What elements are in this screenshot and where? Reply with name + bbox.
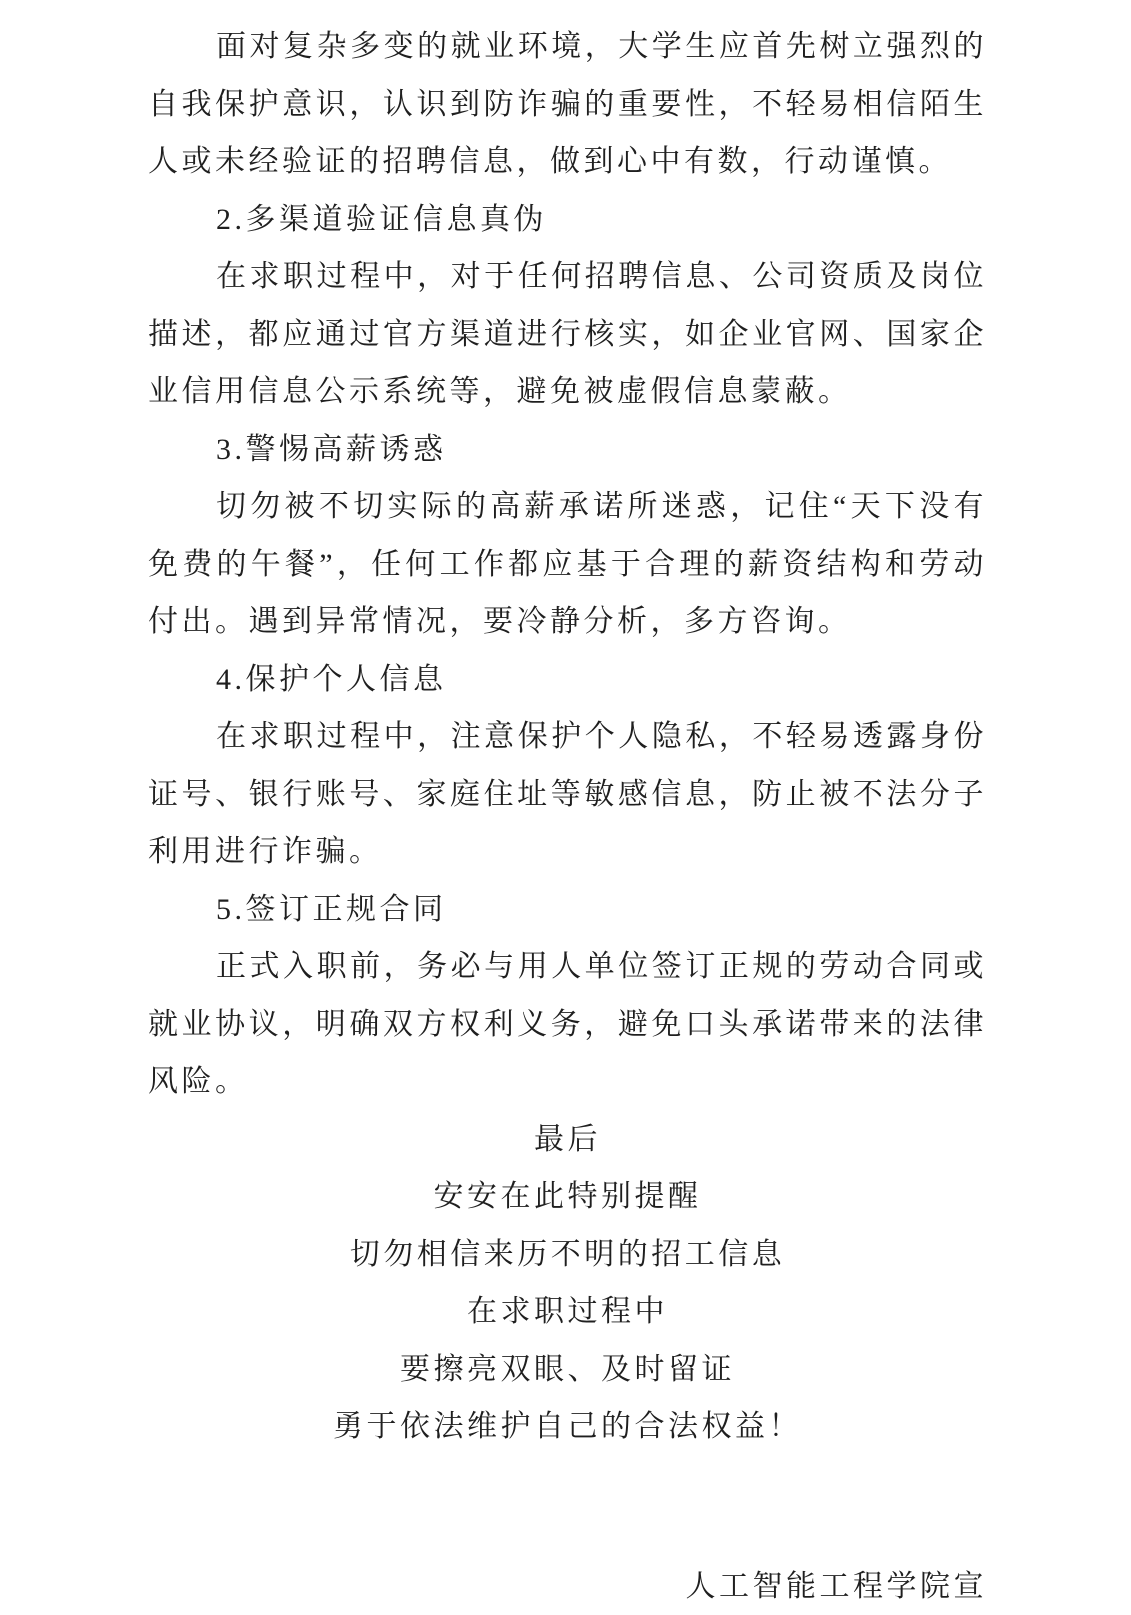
section-5-heading: 5.签订正规合同 [148,881,987,939]
closing-line-context: 在求职过程中 [148,1283,987,1341]
section-4-heading: 4.保护个人信息 [148,651,987,709]
closing-line-final: 最后 [148,1111,987,1169]
closing-line-warning: 切勿相信来历不明的招工信息 [148,1226,987,1284]
section-4-body: 在求职过程中，注意保护个人隐私，不轻易透露身份证号、银行账号、家庭住址等敏感信息，防止被不法分子利用进行诈骗。 [148,708,987,881]
closing-line-rights: 勇于依法维护自己的合法权益！ [148,1398,987,1456]
section-2-body: 在求职过程中，对于任何招聘信息、公司资质及岗位描述，都应通过官方渠道进行核实，如企业官网、国家企业信用信息公示系统等，避免被虚假信息蒙蔽。 [148,248,987,421]
intro-paragraph: 面对复杂多变的就业环境，大学生应首先树立强烈的自我保护意识，认识到防诈骗的重要性，不轻易相信陌生人或未经验证的招聘信息，做到心中有数，行动谨慎。 [148,18,987,191]
section-3-body: 切勿被不切实际的高薪承诺所迷惑，记住“天下没有免费的午餐”，任何工作都应基于合理的薪资结构和劳动付出。遇到异常情况，要冷静分析，多方咨询。 [148,478,987,651]
signature-line: 人工智能工程学院宣 [148,1558,987,1615]
section-2-heading: 2.多渠道验证信息真伪 [148,191,987,249]
closing-line-reminder: 安安在此特别提醒 [148,1168,987,1226]
section-5-body: 正式入职前，务必与用人单位签订正规的劳动合同或就业协议，明确双方权利义务，避免口头承诺带来的法律风险。 [148,938,987,1111]
section-3-heading: 3.警惕高薪诱惑 [148,421,987,479]
closing-line-advice: 要擦亮双眼、及时留证 [148,1341,987,1399]
